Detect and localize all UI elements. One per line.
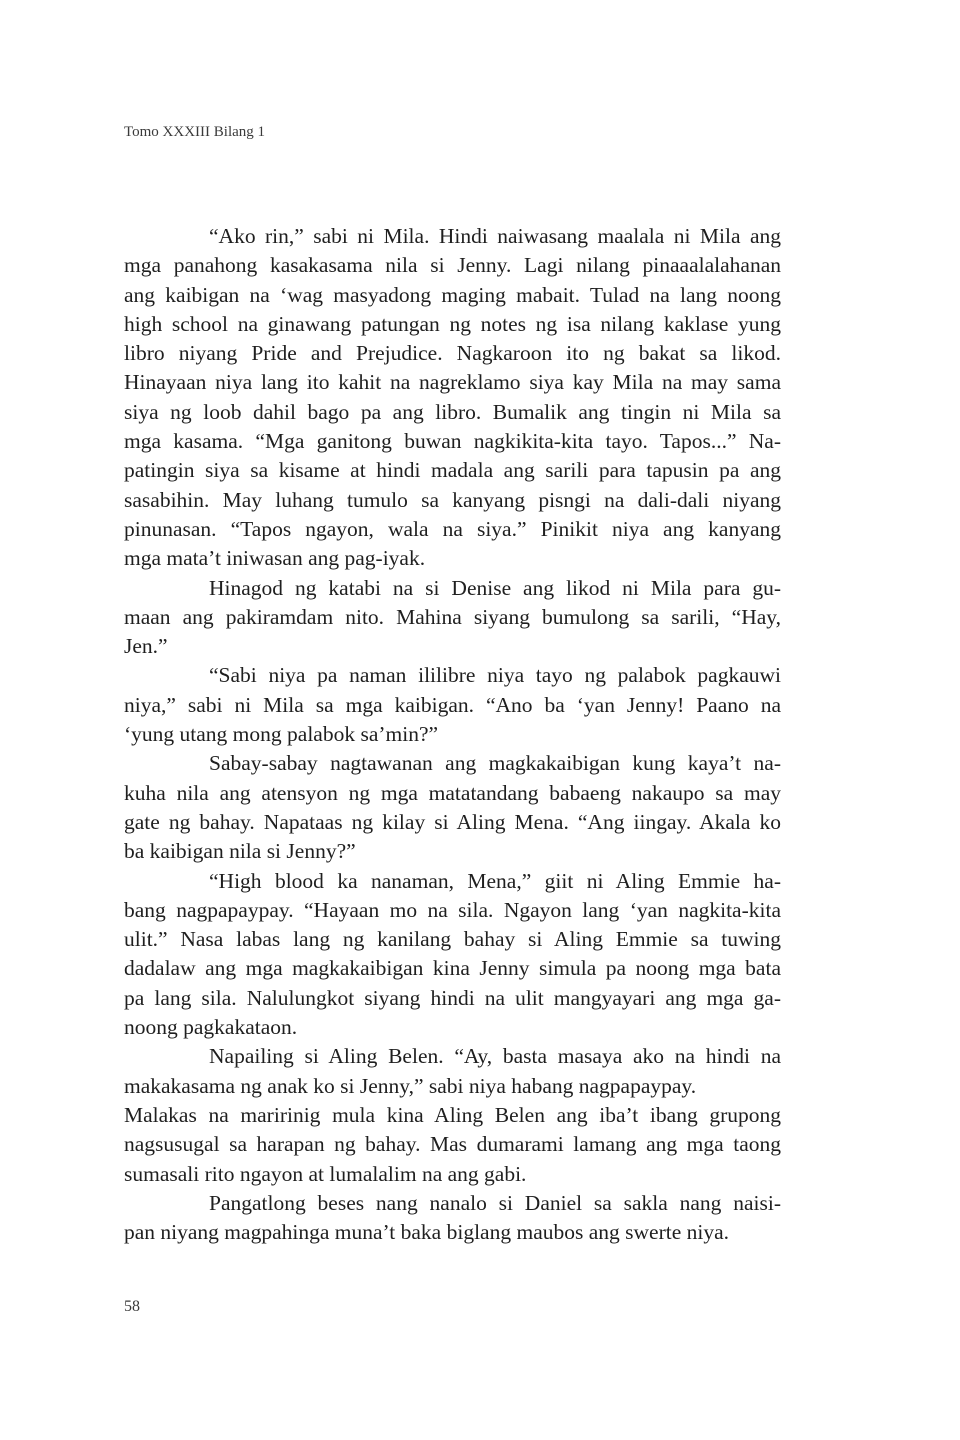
text-line: Malakas na maririnig mula kina Aling Belen ang iba’t ibang grupong xyxy=(124,1102,781,1127)
text-line: “Sabi niya pa naman ililibre niya tayo ng palabok pagkauwi xyxy=(209,663,781,688)
text-line: Pangatlong beses nang nanalo si Daniel sa sakla nang naisi- xyxy=(209,1190,781,1215)
paragraph xyxy=(124,867,781,1043)
text-line: libro niyang Pride and Prejudice. Nagkaroon ito ng bakat sa likod. xyxy=(124,341,781,366)
text-line: pan niyang magpahinga muna’t baka biglang maubos ang swerte niya. xyxy=(124,1220,730,1245)
text-line: Napailing si Aling Belen. “Ay, basta masaya ako na hindi na xyxy=(209,1044,781,1069)
text-line: makakasama ng anak ko si Jenny,” sabi niya habang nagpapaypay. xyxy=(124,1073,697,1098)
text-line: “Ako rin,” sabi ni Mila. Hindi naiwasang maalala ni Mila ang xyxy=(209,224,781,248)
text-line: gate ng bahay. Napataas ng kilay si Aling Mena. “Ang iingay. Akala ko xyxy=(124,809,781,834)
paragraph xyxy=(124,1042,781,1101)
paragraph xyxy=(124,574,781,662)
text-line: patingin siya sa kisame at hindi madala ang sarili para tapusin pa ang xyxy=(124,458,781,483)
text-line: mga kasama. “Mga ganitong buwan nagkikita-kita tayo. Tapos...” Na- xyxy=(124,429,781,454)
paragraph xyxy=(124,661,781,749)
text-line: pa lang sila. Nalulungkot siyang hindi na ulit mangyayari ang mga ga- xyxy=(124,985,781,1010)
text-line: noong pagkakataon. xyxy=(124,1015,298,1040)
paragraph xyxy=(124,749,781,866)
paragraph xyxy=(124,1101,781,1189)
text-line: bang nagpapaypay. “Hayaan mo na sila. Ngayon lang ‘yan nagkita-kita xyxy=(124,897,781,922)
text-line: sumasali rito ngayon at lumalalim na ang gabi. xyxy=(124,1161,527,1186)
text-line: ang kaibigan na ‘wag masyadong maging mabait. Tulad na lang noong xyxy=(124,282,781,307)
text-line: kuha nila ang atensyon ng mga matatandang babaeng nakaupo sa may xyxy=(124,780,781,805)
text-line: ‘yung utang mong palabok sa’min?” xyxy=(124,722,439,747)
text-line: sasabihin. May luhang tumulo sa kanyang pisngi na dali-dali niyang xyxy=(124,487,781,512)
text-line: dadalaw ang mga magkakaibigan kina Jenny simula pa noong mga bata xyxy=(124,956,781,981)
paragraph xyxy=(124,222,781,574)
body-text xyxy=(124,222,781,1247)
text-line: ba kaibigan nila si Jenny?” xyxy=(124,839,356,864)
text-line: Sabay-sabay nagtawanan ang magkakaibigan kung kaya’t na- xyxy=(209,751,781,776)
text-line: niya,” sabi ni Mila sa mga kaibigan. “Ano ba ‘yan Jenny! Paano na xyxy=(124,692,781,717)
text-line: high school na ginawang patungan ng notes ng isa nilang kaklase yung xyxy=(124,311,781,336)
running-head: Tomo XXXIII Bilang 1 xyxy=(124,124,266,140)
text-line: Hinagod ng katabi na si Denise ang likod ni Mila para gu- xyxy=(209,575,781,600)
text-line: siya ng loob dahil bago pa ang libro. Bumalik ang tingin ni Mila sa xyxy=(124,399,781,424)
text-line: Hinayaan niya lang ito kahit na nagreklamo siya kay Mila na may sama xyxy=(124,370,781,395)
text-line: ulit.” Nasa labas lang ng kanilang bahay si Aling Emmie sa tuwing xyxy=(124,927,781,952)
page-number: 58 xyxy=(124,1298,140,1315)
text-line: pinunasan. “Tapos ngayon, wala na siya.” Pinikit niya ang kanyang xyxy=(124,516,781,541)
text-line: mga panahong kasakasama nila si Jenny. Lagi nilang pinaaalalahanan xyxy=(124,253,781,278)
text-line: nagsusugal sa harapan ng bahay. Mas dumarami lamang ang mga taong xyxy=(124,1132,781,1157)
text-line: Jen.” xyxy=(124,634,168,659)
text-line: maan ang pakiramdam nito. Mahina siyang bumulong sa sarili, “Hay, xyxy=(124,604,781,629)
text-line: “High blood ka nanaman, Mena,” giit ni Aling Emmie ha- xyxy=(209,868,781,893)
paragraph xyxy=(124,1189,781,1248)
text-line: mga mata’t iniwasan ang pag-iyak. xyxy=(124,546,426,571)
